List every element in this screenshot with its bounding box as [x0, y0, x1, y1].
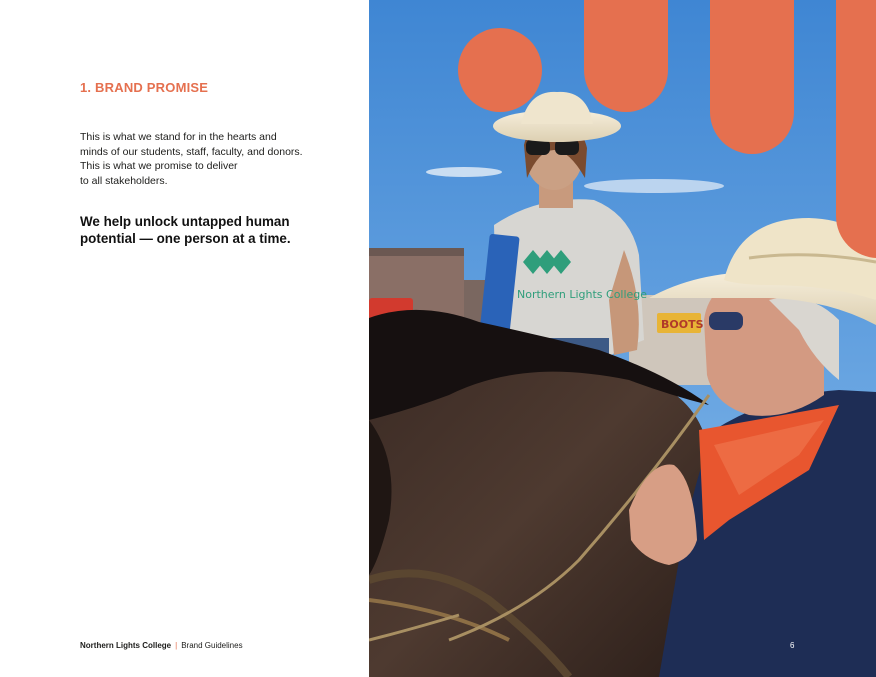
rodeo-photo-illustration	[369, 0, 876, 677]
cloud	[426, 167, 502, 177]
description-line: minds of our students, staff, faculty, and donors.	[80, 145, 303, 158]
promise-line: potential — one person at a time.	[80, 231, 291, 246]
page-number: 6	[790, 641, 795, 650]
description-line: This is what we stand for in the hearts and	[80, 131, 277, 143]
brand-promise-description	[80, 130, 330, 188]
rodeo-photo	[369, 0, 876, 677]
accent-pill	[710, 0, 794, 154]
brand-promise-statement	[80, 213, 340, 247]
text-panel	[0, 0, 369, 677]
footer-document-title: Brand Guidelines	[181, 641, 243, 650]
store-sign: BOOTS	[661, 318, 704, 331]
cloud	[584, 179, 724, 193]
accent-pill	[836, 0, 876, 258]
description-line: to all stakeholders.	[80, 174, 168, 187]
section-heading: 1. BRAND PROMISE	[80, 80, 209, 95]
footer-organization: Northern Lights College	[80, 641, 172, 650]
description-line: This is what we promise to deliver	[80, 160, 238, 173]
accent-pill	[584, 0, 668, 112]
footer-separator: |	[175, 641, 178, 650]
promise-line: We help unlock untapped human	[80, 214, 290, 229]
accent-circle	[458, 28, 542, 112]
page-footer	[80, 641, 243, 650]
shirt-logo-text: Northern Lights College	[517, 288, 648, 301]
